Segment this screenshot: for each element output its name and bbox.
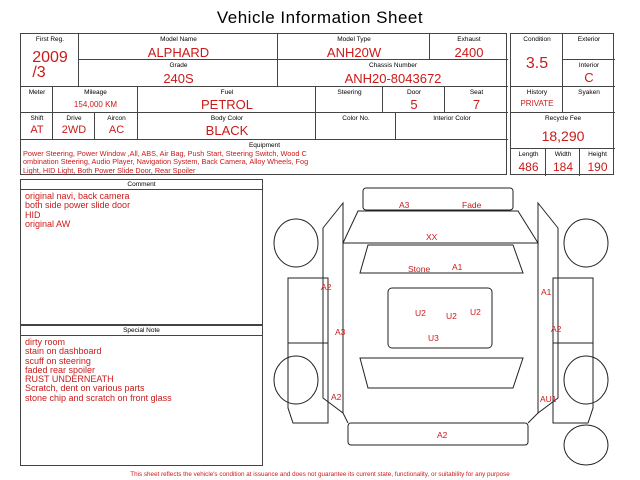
chassis-value: ANH20-8043672 <box>344 71 442 86</box>
model-name-label: Model Name <box>160 36 197 43</box>
exhaust-value: 2400 <box>454 45 484 60</box>
meter-label: Meter <box>28 89 46 96</box>
disclaimer-footer: This sheet reflects the vehicle's condition at issuance and does not guarantee its current state, functionality, or suitability for any purpose <box>130 471 510 478</box>
special-note-line: stone chip and scratch on front glass <box>25 392 172 403</box>
spare-wheel <box>564 425 608 465</box>
damage-mark: Stone <box>408 264 431 274</box>
damage-mark: A2 <box>331 392 342 402</box>
equipment-line: Power Steering, Power Window ,All, ABS, Air Bag, Push Start, Steering Switch, Wood C <box>23 149 307 158</box>
damage-mark: AU1 <box>540 394 557 404</box>
equipment-label: Equipment <box>248 142 281 149</box>
condition-table <box>510 33 614 175</box>
exhaust-label: Exhaust <box>457 36 481 43</box>
width-label: Width <box>554 151 572 158</box>
interior-label: Interior <box>578 62 600 69</box>
rear-glass <box>360 358 523 388</box>
condition-value: 3.5 <box>525 55 549 72</box>
first-reg-label: First Reg. <box>35 36 65 43</box>
comment-line: both side power slide door <box>25 200 131 211</box>
special-note-line: dirty room <box>25 337 66 347</box>
comment-line: original AW <box>25 218 71 229</box>
aircon-value: AC <box>108 124 125 136</box>
comment-line: original navi, back camera <box>25 191 130 201</box>
damage-mark: A3 <box>335 327 346 337</box>
length-value: 486 <box>518 160 539 174</box>
mileage-label: Mileage <box>84 89 107 96</box>
special-note-line: stain on dashboard <box>25 346 102 357</box>
comment-label: Comment <box>127 181 156 188</box>
special-note-box <box>20 325 263 466</box>
special-note-label: Special Note <box>123 327 160 334</box>
equipment-line: ombination Steering, Audio Player, Navigation System, Back Camera, Alloy Wheels, Fog <box>23 157 309 167</box>
special-note-line: faded rear spoiler <box>25 364 96 375</box>
syaken-label: Syaken <box>578 89 600 96</box>
height-label: Height <box>588 151 607 158</box>
damage-mark: A2 <box>321 282 332 292</box>
left-doors <box>288 278 328 423</box>
mileage-value: 154,000 KM <box>73 100 118 109</box>
special-note-line: Scratch, dent on various parts <box>25 383 145 394</box>
model-type-value: ANH20W <box>326 45 382 60</box>
damage-mark: A3 <box>399 200 410 210</box>
history-value: PRIVATE <box>520 99 554 108</box>
page-title: Vehicle Information Sheet <box>216 8 424 27</box>
body-color-value: BLACK <box>205 123 249 138</box>
recycle-fee-label: Recycle Fee <box>544 115 582 122</box>
windshield <box>360 245 523 273</box>
damage-mark: XX <box>426 232 438 242</box>
chassis-label: Chassis Number <box>368 62 418 69</box>
height-value: 190 <box>587 160 608 174</box>
width-value: 184 <box>552 160 574 174</box>
damage-mark: Fade <box>462 200 482 210</box>
roof <box>388 288 492 348</box>
seat-value: 7 <box>472 97 481 112</box>
first-reg-year: 2009 <box>32 49 68 66</box>
first-reg-month: /3 <box>32 64 46 81</box>
body-color-label: Body Color <box>210 115 244 122</box>
wheel-front-left <box>274 219 318 267</box>
fuel-label: Fuel <box>220 89 234 96</box>
model-name-value: ALPHARD <box>147 45 210 60</box>
right-side-body <box>538 203 558 413</box>
interior-color-label: Interior Color <box>433 115 471 122</box>
model-type-label: Model Type <box>337 36 371 43</box>
wheel-front-right <box>564 219 608 267</box>
seat-label: Seat <box>469 89 484 96</box>
history-label: History <box>526 89 548 96</box>
door-label: Door <box>406 89 422 96</box>
car-diagram <box>268 183 618 468</box>
right-doors <box>553 278 593 423</box>
damage-mark: A1 <box>541 287 552 297</box>
shift-label: Shift <box>30 115 44 122</box>
damage-mark: U2 <box>415 308 426 318</box>
damage-mark: A1 <box>452 262 463 272</box>
grade-label: Grade <box>169 62 188 69</box>
fuel-value: PETROL <box>200 97 253 112</box>
color-no-label: Color No. <box>342 115 370 122</box>
damage-mark: U2 <box>470 307 481 317</box>
exterior-label: Exterior <box>577 36 601 43</box>
aircon-label: Aircon <box>107 115 126 122</box>
damage-mark: U2 <box>446 311 457 321</box>
drive-value: 2WD <box>61 124 87 136</box>
damage-mark: A2 <box>437 430 448 440</box>
comment-line: HID <box>25 209 41 220</box>
wheel-rear-right <box>564 356 608 404</box>
comment-text <box>25 192 130 229</box>
left-side-body <box>323 203 346 413</box>
damage-mark: A2 <box>551 324 562 334</box>
shift-value: AT <box>30 124 44 136</box>
door-value: 5 <box>410 97 418 112</box>
interior-value: C <box>584 70 594 85</box>
equipment-line: Light, HID Light, Both Power Slide Door, Rear Spoiler <box>23 165 196 175</box>
recycle-fee-value: 18,290 <box>541 128 585 144</box>
grade-value: 240S <box>163 71 194 86</box>
front-bumper <box>363 188 513 210</box>
damage-mark: U3 <box>428 333 439 343</box>
condition-label: Condition <box>523 36 551 43</box>
equipment-text <box>23 150 507 175</box>
drive-label: Drive <box>66 115 82 122</box>
special-note-text <box>25 338 172 403</box>
length-label: Length <box>518 151 539 158</box>
info-table <box>20 33 507 175</box>
steering-label: Steering <box>337 89 362 96</box>
special-note-line: scuff on steering <box>25 355 91 366</box>
comment-box <box>20 179 263 325</box>
special-note-line: RUST UNDERNEATH <box>25 374 114 385</box>
wheel-rear-left <box>274 356 318 404</box>
hood-outline <box>343 211 538 243</box>
